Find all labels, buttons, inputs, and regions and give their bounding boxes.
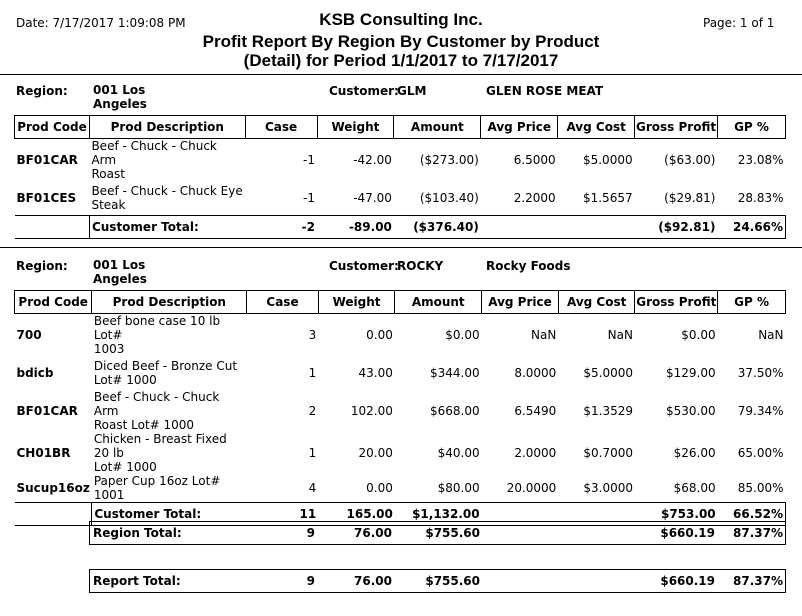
prod-description: Beef - Chuck - Chuck Arm Roast <box>91 139 217 181</box>
prod-description: Beef - Chuck - Chuck Arm Roast Lot# 1000 <box>93 390 220 432</box>
col-weight: Weight <box>317 116 394 139</box>
gp-percent-value: 28.83% <box>737 190 784 205</box>
product-table <box>14 290 786 526</box>
report-total-weight: 76.00 <box>354 574 392 588</box>
total-amount: $1,132.00 <box>395 503 482 526</box>
report-total-case: 9 <box>306 574 315 588</box>
avg-price-value: 8.0000 <box>514 366 557 380</box>
region-total-label: Region Total: <box>93 526 182 540</box>
prod-code: BF01CAR <box>16 153 78 167</box>
table-header-row <box>15 291 786 314</box>
report-date: Date: 7/17/2017 1:09:08 PM <box>16 16 186 30</box>
avg-cost-value: $5.0000 <box>583 366 633 380</box>
customer-name: GLEN ROSE MEAT <box>486 84 604 98</box>
col-case: Case <box>245 116 317 139</box>
gp-percent-value: 85.00% <box>737 481 784 495</box>
region-total-case: 9 <box>306 526 315 540</box>
table-row <box>15 181 786 215</box>
weight-value: 102.00 <box>350 404 393 418</box>
region-total-gp-percent: 87.37% <box>733 526 783 540</box>
region-total-amount: $755.60 <box>425 526 480 540</box>
total-label: Customer Total: <box>92 503 247 526</box>
avg-price-value: 2.2000 <box>513 190 556 205</box>
region-total-row <box>89 521 786 545</box>
amount-value: $40.00 <box>437 446 480 460</box>
region-total-weight: 76.00 <box>354 526 392 540</box>
prod-code: Sucup16oz <box>16 481 90 495</box>
table-row <box>15 356 786 390</box>
prod-code: bdicb <box>16 366 54 380</box>
col-avg-cost: Avg Cost <box>558 291 635 314</box>
case-value: 1 <box>308 446 317 460</box>
product-table <box>14 115 786 239</box>
total-case: 11 <box>247 503 318 526</box>
customer-code: ROCKY <box>397 259 444 273</box>
prod-code: CH01BR <box>16 446 71 460</box>
table-row <box>15 390 786 432</box>
col-amount: Amount <box>394 116 481 139</box>
region-label: Region: <box>16 84 68 98</box>
region-name-line1: 001 Los <box>93 258 146 272</box>
avg-price-value: NaN <box>531 328 557 342</box>
prod-description: Diced Beef - Bronze Cut Lot# 1000 <box>93 359 238 387</box>
col-avg-cost: Avg Cost <box>558 116 635 139</box>
page-number: Page: 1 of 1 <box>703 16 775 30</box>
col-amount: Amount <box>395 291 482 314</box>
gross-profit-value: $129.00 <box>666 366 716 380</box>
company-name: KSB Consulting Inc. <box>319 10 483 29</box>
table-row <box>15 432 786 474</box>
col-avg-price: Avg Price <box>482 291 559 314</box>
prod-description: Chicken - Breast Fixed 20 lb Lot# 1000 <box>93 432 227 474</box>
gross-profit-value: $68.00 <box>673 481 716 495</box>
gross-profit-value: $530.00 <box>666 404 716 418</box>
avg-cost-value: $0.7000 <box>583 446 633 460</box>
amount-value: ($273.00) <box>419 153 479 167</box>
prod-description: Paper Cup 16oz Lot# 1001 <box>93 474 221 502</box>
weight-value: 43.00 <box>358 366 393 380</box>
region-name-line2: Angeles <box>93 272 147 286</box>
gp-percent-value: NaN <box>758 328 784 342</box>
col-gross-profit: Gross Profit <box>635 116 718 139</box>
col-prod-description: Prod Description <box>92 291 247 314</box>
total-weight: 165.00 <box>318 503 395 526</box>
total-gp-percent: 66.52% <box>718 503 786 526</box>
case-value: -1 <box>303 153 315 167</box>
prod-description: Beef - Chuck - Chuck Eye Steak <box>91 183 243 212</box>
customer-label: Customer: <box>329 84 399 98</box>
case-value: 4 <box>308 481 317 495</box>
header-divider <box>0 74 802 75</box>
region-label: Region: <box>16 259 68 273</box>
gp-percent-value: 37.50% <box>737 366 784 380</box>
col-prod-code: Prod Code <box>15 116 90 139</box>
avg-price-value: 20.0000 <box>506 481 557 495</box>
avg-cost-value: $3.0000 <box>583 481 633 495</box>
gross-profit-value: ($29.81) <box>664 190 716 205</box>
customer-code: GLM <box>397 84 427 98</box>
table-row <box>15 314 786 357</box>
col-prod-code: Prod Code <box>15 291 92 314</box>
amount-value: $80.00 <box>437 481 480 495</box>
report-total-gross-profit: $660.19 <box>660 574 715 588</box>
weight-value: 0.00 <box>366 328 393 342</box>
total-amount: ($376.40) <box>394 215 481 238</box>
case-value: -1 <box>303 190 315 205</box>
avg-price-value: 6.5000 <box>513 153 556 167</box>
customer-total-row <box>15 215 786 238</box>
table-row <box>15 474 786 503</box>
avg-cost-value: $1.5657 <box>582 190 633 205</box>
report-total-label: Report Total: <box>93 574 181 588</box>
gp-percent-value: 23.08% <box>737 153 784 167</box>
report-period: (Detail) for Period 1/1/2017 to 7/17/2017 <box>243 51 559 70</box>
col-gp-percent: GP % <box>718 291 786 314</box>
total-label: Customer Total: <box>89 215 245 238</box>
prod-code: BF01CES <box>16 190 77 205</box>
avg-price-value: 6.5490 <box>514 404 557 418</box>
report-total-amount: $755.60 <box>425 574 480 588</box>
total-gp-percent: 24.66% <box>718 215 786 238</box>
table-row <box>15 139 786 182</box>
avg-cost-value: $5.0000 <box>582 153 633 167</box>
region-total-gross-profit: $660.19 <box>660 526 715 540</box>
total-case: -2 <box>245 215 317 238</box>
amount-value: $0.00 <box>445 328 480 342</box>
avg-cost-value: NaN <box>607 328 633 342</box>
case-value: 2 <box>308 404 317 418</box>
region-name-line1: 001 Los <box>93 83 146 97</box>
col-case: Case <box>247 291 318 314</box>
group-divider <box>0 247 802 248</box>
gross-profit-value: $26.00 <box>673 446 716 460</box>
weight-value: -42.00 <box>353 153 392 167</box>
col-avg-price: Avg Price <box>481 116 558 139</box>
gross-profit-value: $0.00 <box>681 328 716 342</box>
report-total-row <box>89 569 786 593</box>
region-name-line2: Angeles <box>93 97 147 111</box>
gp-percent-value: 65.00% <box>737 446 784 460</box>
gross-profit-value: ($63.00) <box>664 153 716 167</box>
col-gp-percent: GP % <box>718 116 786 139</box>
weight-value: -47.00 <box>353 190 392 205</box>
col-prod-description: Prod Description <box>89 116 245 139</box>
total-weight: -89.00 <box>317 215 394 238</box>
amount-value: $668.00 <box>430 404 480 418</box>
col-gross-profit: Gross Profit <box>635 291 718 314</box>
customer-label: Customer: <box>329 259 399 273</box>
case-value: 3 <box>308 328 317 342</box>
prod-description: Beef bone case 10 lb Lot# 1003 <box>93 314 221 356</box>
avg-price-value: 2.0000 <box>514 446 557 460</box>
amount-value: ($103.40) <box>419 190 479 205</box>
case-value: 1 <box>308 366 317 380</box>
col-weight: Weight <box>318 291 395 314</box>
avg-cost-value: $1.3529 <box>583 404 633 418</box>
weight-value: 20.00 <box>358 446 393 460</box>
table-header-row <box>15 116 786 139</box>
prod-code: BF01CAR <box>16 404 78 418</box>
gp-percent-value: 79.34% <box>737 404 784 418</box>
total-gross-profit: $753.00 <box>635 503 718 526</box>
customer-name: Rocky Foods <box>486 259 571 273</box>
report-total-gp-percent: 87.37% <box>733 574 783 588</box>
weight-value: 0.00 <box>366 481 393 495</box>
amount-value: $344.00 <box>430 366 480 380</box>
total-gross-profit: ($92.81) <box>635 215 718 238</box>
prod-code: 700 <box>16 328 42 342</box>
report-title: Profit Report By Region By Customer by Product <box>202 32 600 51</box>
